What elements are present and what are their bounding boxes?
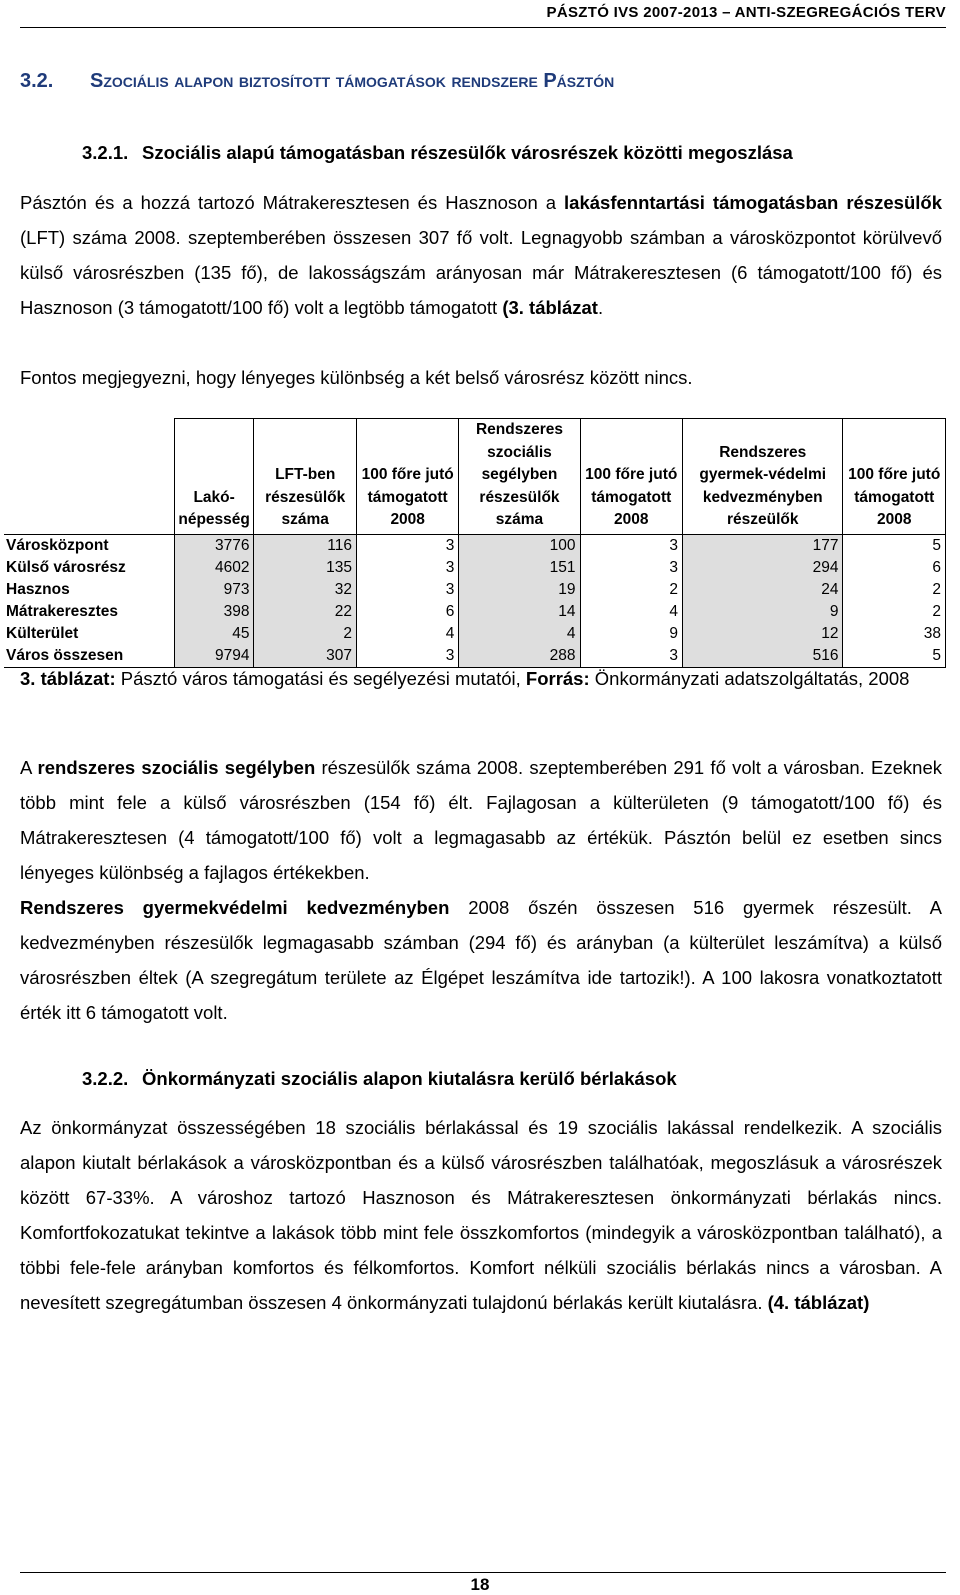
table-row	[4, 579, 946, 601]
table-cell: 6	[843, 557, 946, 579]
section-heading	[20, 70, 614, 93]
table-cell: 398	[174, 601, 254, 623]
para3-bold-1: rendszeres szociális segélyben	[37, 757, 316, 778]
support-table	[4, 418, 946, 668]
para5-table-ref: (4. táblázat)	[767, 1292, 870, 1313]
table-cell: 4	[580, 601, 682, 623]
table-cell: 973	[174, 579, 254, 601]
row-label: Városközpont	[4, 534, 174, 557]
table-cell: 516	[683, 645, 843, 668]
table-cell: 135	[254, 557, 356, 579]
table-cell: 3	[356, 557, 458, 579]
table-cell: 151	[459, 557, 580, 579]
table-header-child-benefit: Rendszeres gyermek-védelmi kedvezményben részeülők	[683, 419, 843, 535]
paragraph-lft	[20, 185, 942, 325]
page-number: 18	[470, 1575, 490, 1594]
table-cell: 294	[683, 557, 843, 579]
table-cell: 3	[356, 645, 458, 668]
table-cell: 22	[254, 601, 356, 623]
running-header: PÁSZTÓ IVS 2007-2013 – ANTI-SZEGREGÁCIÓS TERV	[546, 4, 946, 21]
para4-bold-1: Rendszeres gyermekvédelmi kedvezményben	[20, 897, 450, 918]
para3-text-1: A	[20, 757, 38, 778]
table-cell: 288	[459, 645, 580, 668]
table-cell: 4602	[174, 557, 254, 579]
table-cell: 38	[843, 623, 946, 645]
row-label: Hasznos	[4, 579, 174, 601]
subsection-number-2: 3.2.2.	[82, 1068, 129, 1089]
subsection-title-2: Önkormányzati szociális alapon kiutalásra kerülő bérlakások	[142, 1068, 677, 1089]
subsection-title-1: Szociális alapú támogatásban részesülők városrészek közötti megoszlása	[142, 142, 793, 163]
table-header-row	[4, 419, 946, 535]
table-cell: 14	[459, 601, 580, 623]
subsection-heading-1	[82, 142, 793, 164]
paragraph-note: Fontos megjegyezni, hogy lényeges különbség a két belső városrész között nincs.	[20, 367, 693, 388]
para1-text-1: Pásztón és a hozzá tartozó Mátrakeresztesen és Hasznoson a	[20, 192, 565, 213]
table-row	[4, 623, 946, 645]
table-row	[4, 534, 946, 557]
table-cell: 116	[254, 534, 356, 557]
table-cell: 19	[459, 579, 580, 601]
table-body	[4, 534, 946, 667]
table-cell: 12	[683, 623, 843, 645]
table-header-lft: LFT-ben részesülők száma	[254, 419, 356, 535]
table-cell: 9	[580, 623, 682, 645]
table-cell: 6	[356, 601, 458, 623]
subsection-heading-2	[82, 1068, 677, 1090]
paragraph-rental-housing	[20, 1110, 942, 1320]
subsection-number-1: 3.2.1.	[82, 142, 129, 163]
table-cell: 100	[459, 534, 580, 557]
table-header-social-aid: Rendszeres szociális segélyben részesülők száma	[459, 419, 580, 535]
table-row	[4, 557, 946, 579]
table-cell: 3	[580, 534, 682, 557]
para1-text-2: (LFT) száma 2008. szeptemberében összesen 307 fő volt. Legnagyobb számban a városközpontot körülvevő külső városrészben (135 fő), de lakosságszám arányosan már Mátrakeresztesen (6 támogatott/100 fő) és Hasznoson (3 támogatott/100 fő) volt a legtöbb támogatott	[20, 227, 942, 318]
table-cell: 4	[459, 623, 580, 645]
table-cell: 4	[356, 623, 458, 645]
footer-divider	[20, 1572, 946, 1573]
row-label: Külterület	[4, 623, 174, 645]
row-label: Külső városrész	[4, 557, 174, 579]
table-header-lft-per-100: 100 főre jutó támogatott 2008	[356, 419, 458, 535]
caption-source: Önkormányzati adatszolgáltatás, 2008	[589, 668, 910, 689]
table-cell: 3	[356, 534, 458, 557]
table-cell: 9794	[174, 645, 254, 668]
table-cell: 2	[843, 579, 946, 601]
table-cell: 24	[683, 579, 843, 601]
para1-table-ref: (3. táblázat	[502, 297, 598, 318]
table-cell: 2	[254, 623, 356, 645]
table-header-population: Lakó-népesség	[174, 419, 254, 535]
para1-bold-1: lakásfenntartási támogatásban részesülők	[564, 192, 942, 213]
caption-label: 3. táblázat:	[20, 668, 116, 689]
table-row	[4, 645, 946, 668]
table-header-corner	[4, 419, 174, 535]
table-header-aid-per-100: 100 főre jutó támogatott 2008	[580, 419, 682, 535]
caption-source-label: Forrás:	[525, 668, 590, 689]
section-number: 3.2.	[20, 70, 54, 92]
table-cell: 3	[356, 579, 458, 601]
table-cell: 5	[843, 534, 946, 557]
table-cell: 2	[580, 579, 682, 601]
table-cell: 307	[254, 645, 356, 668]
table-cell: 9	[683, 601, 843, 623]
table-cell: 3776	[174, 534, 254, 557]
para3-text-2: részesülők száma 2008. szeptemberében 291 fő volt a városban. Ezeknek több mint fele a külső városrészben (154 fő) élt. Fajlagosan a külterületen (9 támogatott/100 fő) és Mátrakeresztesen (4 támogatott/100 fő) volt a legmagasabb az értékük. Pásztón belül ez esetben sincs lényeges különbség a fajlagos értékekben.	[20, 757, 942, 883]
row-label: Város összesen	[4, 645, 174, 668]
section-title: Szociális alapon biztosított támogatások rendszere Pásztón	[90, 70, 615, 92]
table-caption	[20, 666, 942, 691]
table-cell: 45	[174, 623, 254, 645]
table-cell: 5	[843, 645, 946, 668]
row-label: Mátrakeresztes	[4, 601, 174, 623]
paragraph-social-aid	[20, 750, 942, 890]
table-header-child-per-100: 100 főre jutó támogatott 2008	[843, 419, 946, 535]
table-row	[4, 601, 946, 623]
table-cell: 2	[843, 601, 946, 623]
para1-text-3: .	[597, 297, 604, 318]
table-cell: 3	[580, 645, 682, 668]
paragraph-child-benefit	[20, 890, 942, 1030]
table-cell: 3	[580, 557, 682, 579]
para4-text-1: 2008 őszén összesen 516 gyermek részesült. A kedvezményben részesülők legmagasabb számban (294 fő) és arányban (a külterület leszámítva) a külső városrészben éltek (A szegregátum területe az Élgépet leszámítva ide tartozik!). A 100 lakosra vonatkoztatott érték itt 6 támogatott volt.	[20, 897, 942, 1023]
table-cell: 177	[683, 534, 843, 557]
table-cell: 32	[254, 579, 356, 601]
caption-text: Pásztó város támogatási és segélyezési mutatói,	[115, 668, 526, 689]
header-divider	[20, 27, 946, 28]
para5-text-1: Az önkormányzat összességében 18 szociális bérlakással és 19 szociális lakással rendelkezik. A szociális alapon kiutalt bérlakások a városközpontban és a külső városrészben találhatóak, megoszlásuk a városrészek között 67-33%. A városhoz tartozó Hasznoson és Mátrakeresztesen önkormányzati bérlakás nincs. Komfortfokozatukat tekintve a lakások több mint fele összkomfortos (mindegyik a városközpontban található), a többi fele-fele arányban komfortos és félkomfortos. Komfort nélküli szociális bérlakás nincs a városban. A nevesített szegregátumban összesen 4 önkormányzati tulajdonú bérlakás került kiutalásra.	[20, 1117, 942, 1313]
